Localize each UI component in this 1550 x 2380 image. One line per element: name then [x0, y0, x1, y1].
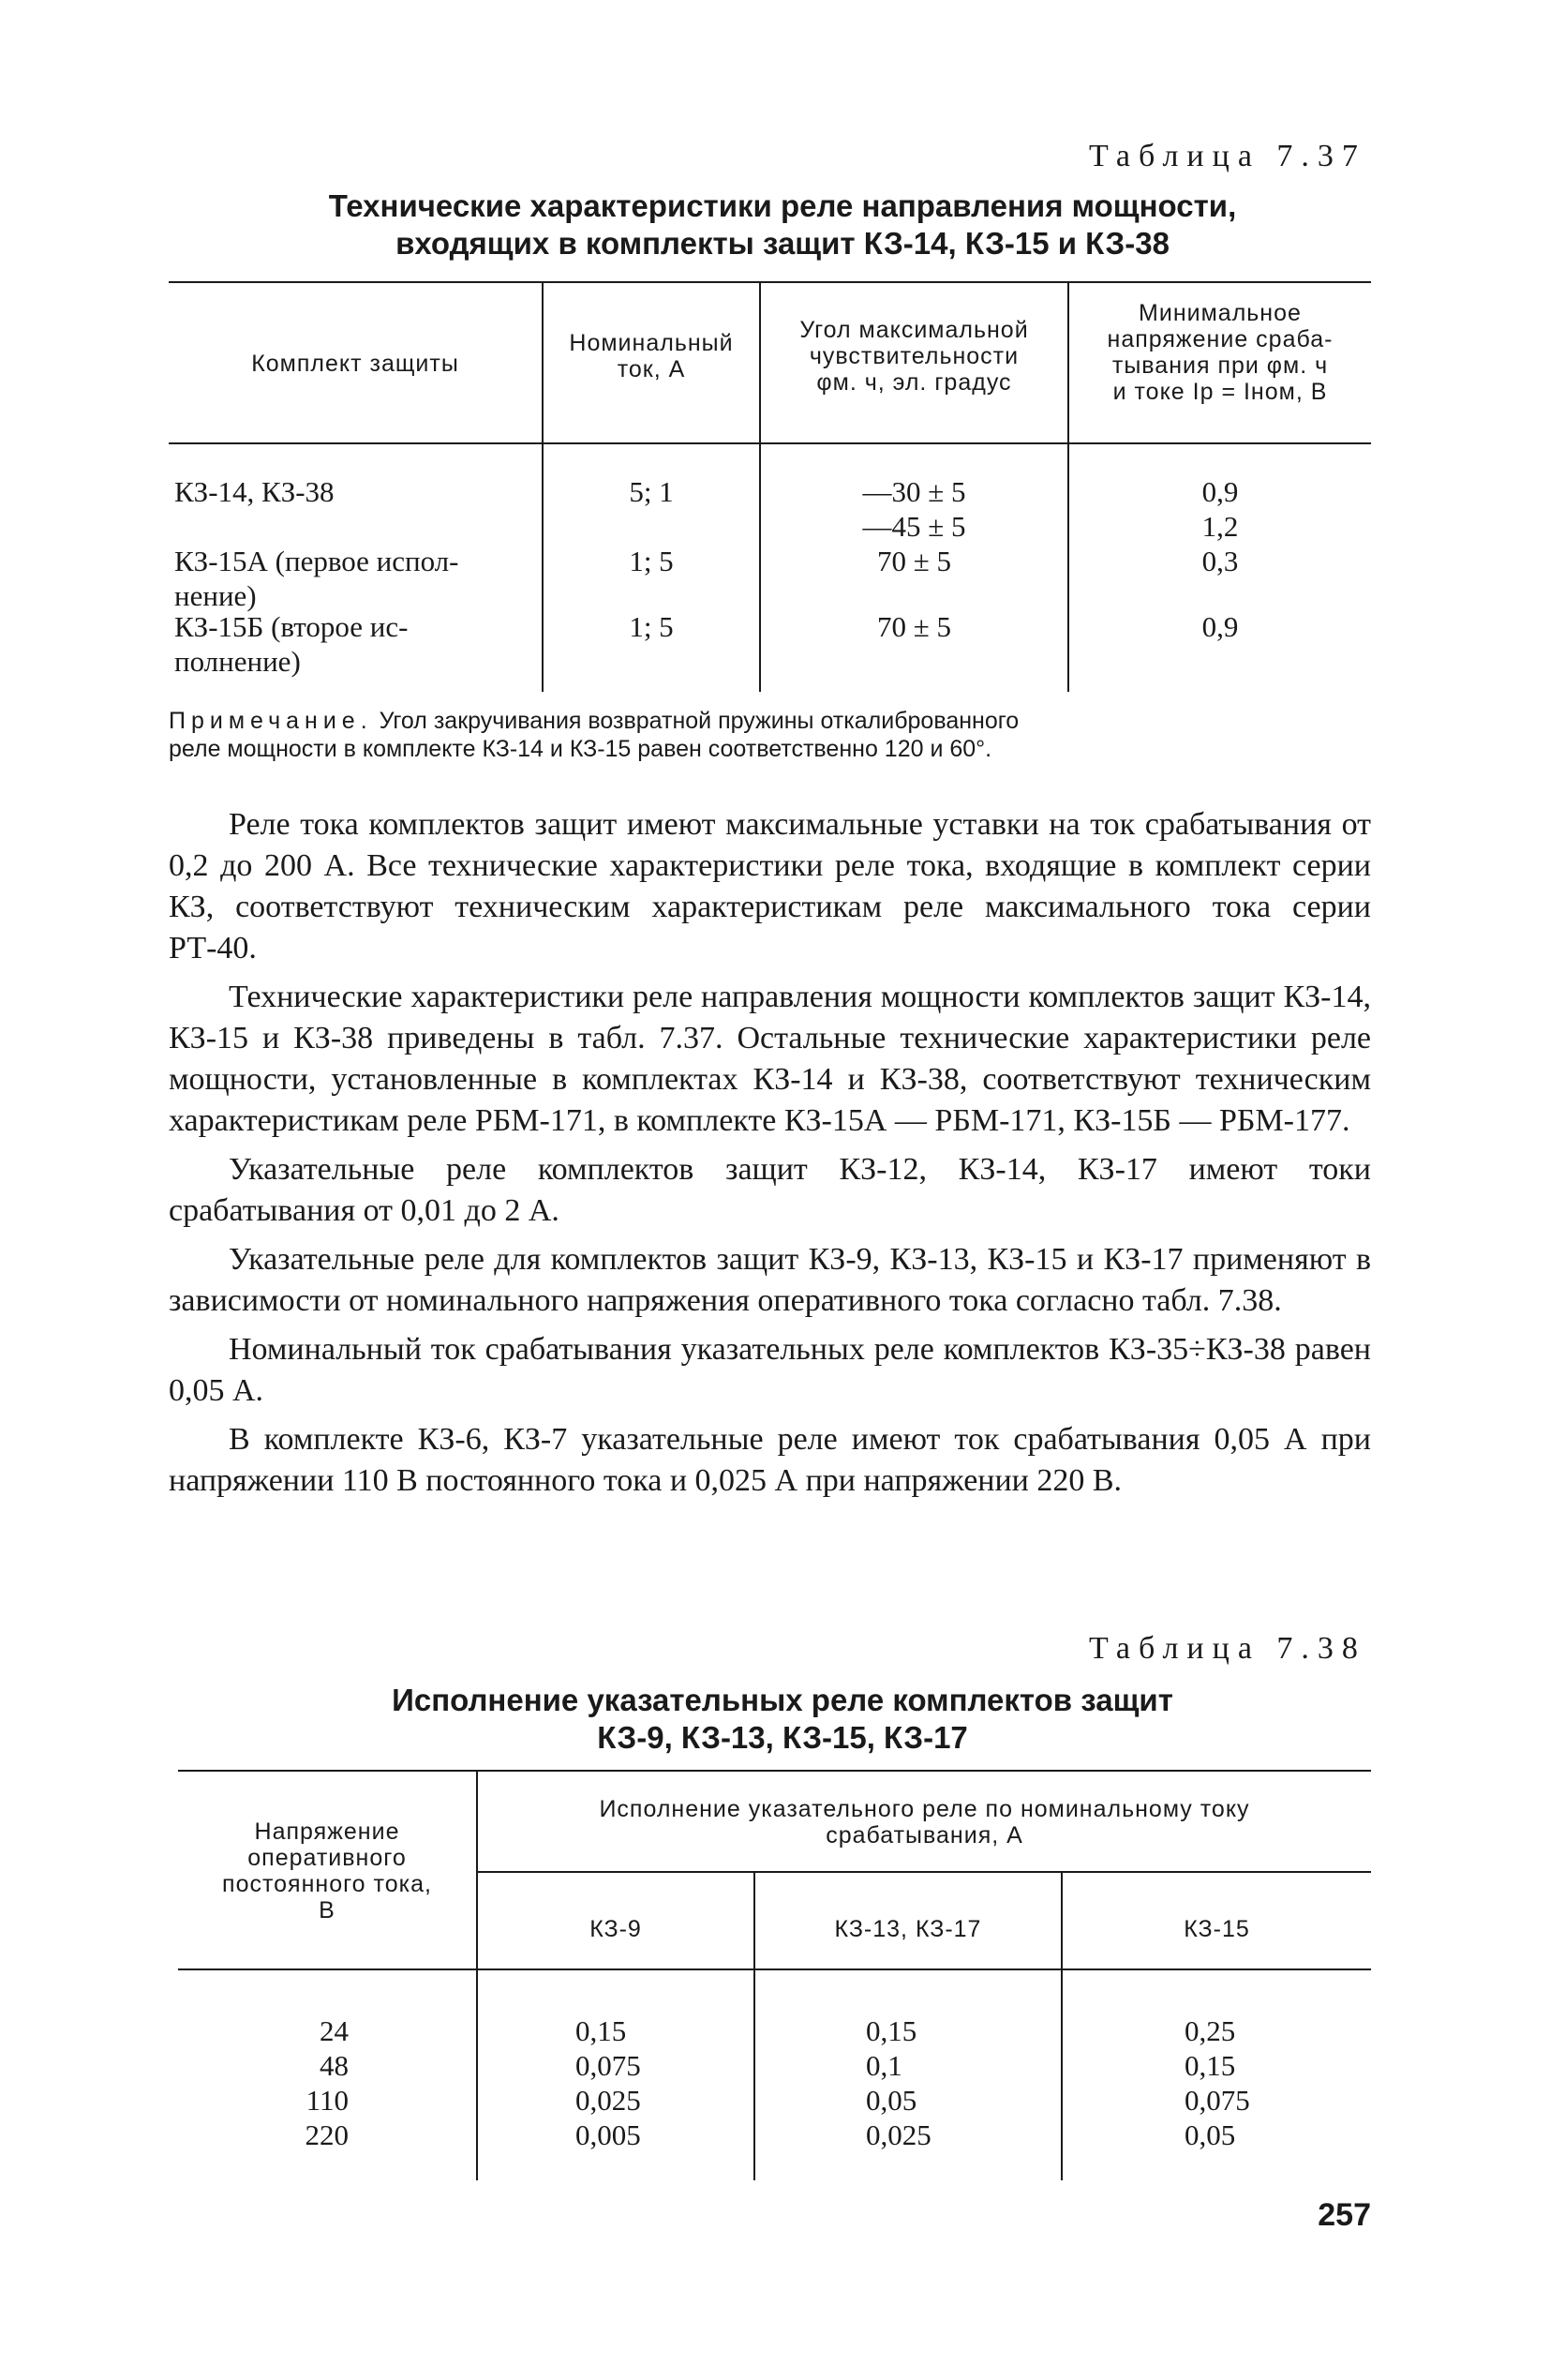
t37-header-col2-l2: ток, А [617, 356, 686, 382]
t37-row2-name-l1: КЗ-15А (первое испол- [174, 545, 459, 577]
t37-row1-angle-1: —30 ± 5 [862, 475, 966, 508]
table-37-title-line2: входящих в комплекты защит КЗ-14, КЗ-15 и КЗ-38 [395, 226, 1170, 261]
table-37-label: Таблица 7.37 [1089, 139, 1366, 173]
paragraph: Реле тока комплектов защит имеют максимальные уставки на ток срабатывания от 0,2 до 200 А. Все технические характеристики реле тока, входящие в комплект серии КЗ, соответствуют техническим характеристикам реле максимального тока серии РТ-40. [169, 807, 1371, 965]
t37-row2-angle: 70 ± 5 [876, 545, 951, 577]
t38-kz13-17-cell: 0,1 [866, 2049, 902, 2082]
t38-header-col1-l2: оперативного [247, 1845, 407, 1871]
t38-kz9-cell: 0,15 [575, 2014, 627, 2047]
note-line1: Угол закручивания возвратной пружины откалиброванного [379, 708, 1020, 734]
t38-header-col1 [178, 1819, 476, 1923]
t38-kz13-17-cell: 0,05 [866, 2084, 917, 2117]
t37-row1-voltage-1: 0,9 [1201, 475, 1239, 508]
t38-kz9-cell: 0,025 [575, 2084, 641, 2117]
table-38-title-line1: Исполнение указательных реле комплектов защит [392, 1683, 1173, 1717]
t38-kz15-col [1185, 2013, 1250, 2152]
t38-voltage-cell: 24 [320, 2014, 349, 2047]
table-37-header-rule [169, 442, 1371, 444]
t38-kz9-col [575, 2013, 641, 2152]
table-37-title [281, 187, 1284, 262]
t38-kz13-17-col [866, 2013, 931, 2152]
table-38-label: Таблица 7.38 [1089, 1631, 1366, 1666]
t38-kz15-cell: 0,15 [1185, 2049, 1236, 2082]
t38-header-kz15: КЗ-15 [1184, 1916, 1250, 1942]
t37-row1-angle-2: —45 ± 5 [862, 510, 966, 543]
body-text [169, 804, 1371, 1502]
t37-row2-name-l2: нение) [174, 579, 257, 612]
t37-header-col3 [761, 317, 1067, 396]
t37-header-col3-l2: чувствительности [809, 343, 1020, 369]
t38-header-kz13-17: КЗ-13, КЗ-17 [834, 1916, 982, 1942]
t38-kz9-cell: 0,075 [575, 2049, 641, 2082]
t37-header-col4 [1069, 300, 1371, 405]
t37-header-col2 [544, 330, 759, 382]
t37-row1-name: КЗ-14, КЗ-38 [174, 475, 335, 508]
t38-kz15-cell: 0,075 [1185, 2084, 1250, 2117]
t37-header-col4-l2: напряжение сраба- [1107, 326, 1334, 352]
t37-row2-voltage: 0,3 [1201, 545, 1239, 577]
t37-row3-current: 1; 5 [629, 610, 674, 643]
note-label: Примечание. [169, 708, 373, 734]
t38-header-col1-l1: Напряжение [254, 1819, 400, 1845]
t38-header-col1-l3: постоянного тока, [222, 1871, 432, 1897]
t38-header-group-l2: срабатывания, А [826, 1822, 1023, 1849]
t38-voltage-cell: 220 [305, 2118, 349, 2151]
t37-header-col1: Комплект защиты [251, 351, 459, 377]
t37-row3-name-l2: полнение) [174, 645, 301, 678]
t38-voltage-cell: 48 [320, 2049, 349, 2082]
t37-header-col3-l1: Угол максимальной [799, 317, 1029, 343]
table-38-header-rule [178, 1968, 1371, 1970]
t38-kz13-17-cell: 0,15 [866, 2014, 917, 2047]
note-line2: реле мощности в комплекте КЗ-14 и КЗ-15 равен соответственно 120 и 60°. [169, 736, 992, 762]
t37-row3-voltage: 0,9 [1201, 610, 1239, 643]
t37-row1-voltage-2: 1,2 [1201, 510, 1239, 543]
table-37-top-rule [169, 281, 1371, 283]
table-38-title-line2: КЗ-9, КЗ-13, КЗ-15, КЗ-17 [597, 1720, 968, 1755]
t38-kz9-cell: 0,005 [575, 2118, 641, 2151]
paragraph: Указательные реле для комплектов защит КЗ-9, КЗ-13, КЗ-15 и КЗ-17 применяют в зависимости от номинального напряжения оперативного тока согласно табл. 7.38. [169, 1242, 1371, 1318]
table-38-group-rule [478, 1871, 1371, 1873]
table-37-title-line1: Технические характеристики реле направления мощности, [328, 188, 1237, 223]
t38-kz15-cell: 0,05 [1185, 2118, 1236, 2151]
t38-voltage-col [281, 2013, 349, 2152]
table-38-top-rule [178, 1770, 1371, 1772]
t38-header-col1-l4: В [319, 1897, 335, 1923]
t38-header-group [478, 1796, 1371, 1849]
paragraph: В комплекте КЗ-6, КЗ-7 указательные реле имеют ток срабатывания 0,05 А при напряжении 110 В постоянного тока и 0,025 А при напряжении 220 В. [169, 1422, 1371, 1498]
t38-voltage-cell: 110 [306, 2084, 349, 2117]
table-37-note [169, 707, 1371, 763]
paragraph: Указательные реле комплектов защит КЗ-12, КЗ-14, КЗ-17 имеют токи срабатывания от 0,01 до 2 А. [169, 1152, 1371, 1228]
t38-header-group-l1: Исполнение указательного реле по номинальному току [599, 1796, 1250, 1822]
page-number: 257 [1318, 2197, 1371, 2233]
t38-header-kz9: КЗ-9 [589, 1916, 642, 1942]
t37-row2-current: 1; 5 [629, 545, 674, 577]
t37-row3-name-l1: КЗ-15Б (второе ис- [174, 610, 409, 643]
t38-kz13-17-cell: 0,025 [866, 2118, 931, 2151]
table-38-title [281, 1682, 1284, 1757]
t37-header-col4-l1: Минимальное [1139, 300, 1302, 326]
t37-header-col2-l1: Номинальный [569, 330, 734, 356]
t37-row3-angle: 70 ± 5 [876, 610, 951, 643]
t38-kz15-cell: 0,25 [1185, 2014, 1236, 2047]
paragraph: Технические характеристики реле направления мощности комплектов защит КЗ-14, КЗ-15 и КЗ-38 приведены в табл. 7.37. Остальные технические характеристики реле мощности, установленные в комплектах КЗ-14 и КЗ-38, соответствуют техническим характеристикам реле РБМ-171, в комплекте КЗ-15А — РБМ-171, КЗ-15Б — РБМ-177. [169, 980, 1371, 1138]
paragraph: Номинальный ток срабатывания указательных реле комплектов КЗ-35÷КЗ-38 равен 0,05 А. [169, 1332, 1371, 1408]
t37-row1-current: 5; 1 [629, 475, 674, 508]
t37-header-col4-l3: тывания при φм. ч [1111, 352, 1329, 379]
t37-header-col4-l4: и токе Iр = Iном, В [1112, 379, 1328, 405]
t37-header-col3-l3: φм. ч, эл. градус [816, 369, 1012, 396]
